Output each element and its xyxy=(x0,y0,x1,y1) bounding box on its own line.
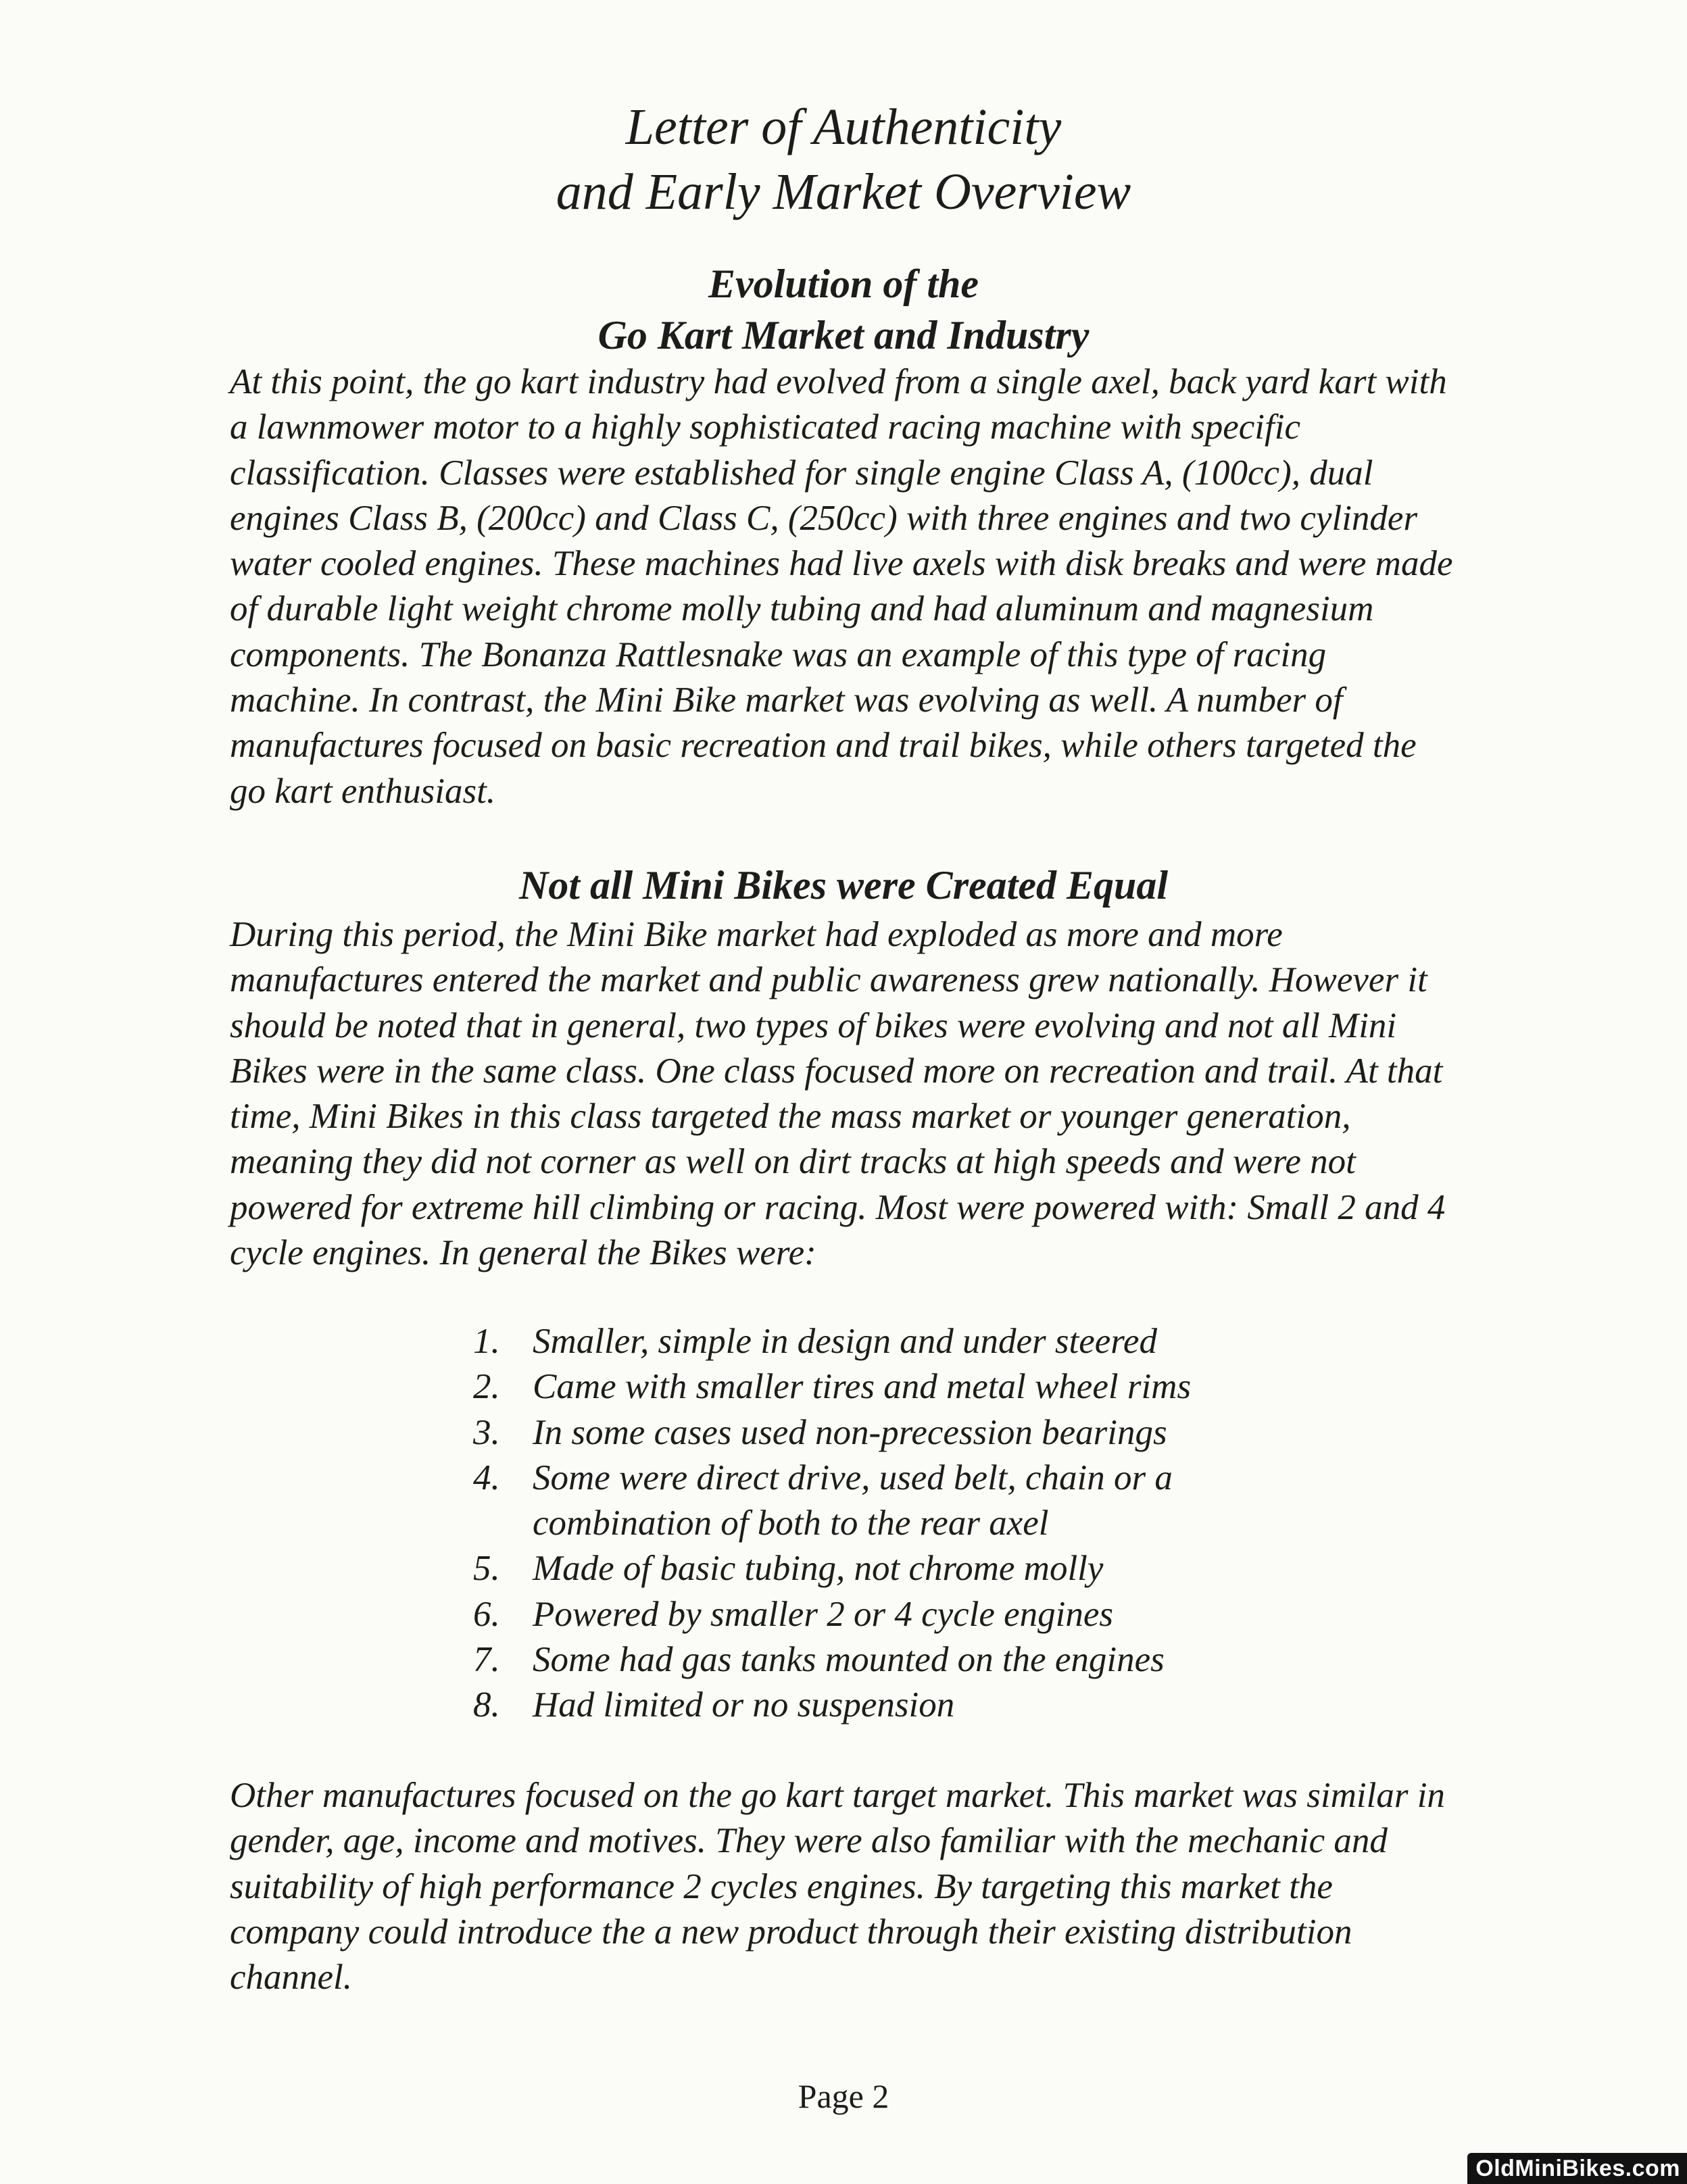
list-item xyxy=(473,1592,1352,1637)
list-item-text: Smaller, simple in design and under steered xyxy=(533,1322,1157,1361)
list-item xyxy=(473,1410,1352,1456)
list-item-number: 2. xyxy=(473,1367,500,1407)
list-item xyxy=(473,1456,1352,1547)
section-heading-not-equal xyxy=(0,860,1687,911)
section-heading-evolution-line-2: Go Kart Market and Industry xyxy=(597,313,1090,357)
evolution-paragraph: At this point, the go kart industry had evolved from a single axel, back yard kart with a lawnmower motor to a highly sophisticated racing machine with specific classification. Classes were established for single engine Class A, (100cc), dual engines Class B, (200cc) and Class C, (250cc) with three engines and two cylinder water cooled engines. These machines had live axels with disk breaks and were made of durable light weight chrome molly tubing and had aluminum and magnesium components. The Bonanza Rattlesnake was an example of this type of racing machine. In contrast, the Mini Bike market was evolving as well. A number of manufactures focused on basic recreation and trail bikes, while others targeted the go kart enthusiast. xyxy=(230,362,1453,811)
list-item-text: Some were direct drive, used belt, chain or a combination of both to the rear axel xyxy=(533,1458,1173,1543)
go-kart-market-paragraph: Other manufactures focused on the go kart target market. This market was similar in gender, age, income and motives. They were also familiar with the mechanic and suitability of high performance 2 cycles engines. By targeting this market the company could introduce the a new product through their existing distribution channel. xyxy=(230,1776,1445,1997)
list-item-number: 8. xyxy=(473,1685,500,1725)
document-title-line-2: and Early Market Overview xyxy=(556,164,1131,220)
list-item-text: Came with smaller tires and metal wheel rims xyxy=(533,1367,1192,1407)
list-item-text: Some had gas tanks mounted on the engines xyxy=(533,1640,1165,1680)
list-item xyxy=(473,1637,1352,1683)
list-item xyxy=(473,1319,1352,1364)
mini-bike-market-paragraph: During this period, the Mini Bike market had exploded as more and more manufactures entered the market and public awareness grew nationally. However it should be noted that in general, two types of bikes were evolving and not all Mini Bikes were in the same class. One class focused more on recreation and trail. At that time, Mini Bikes in this class targeted the mass market or younger generation, meaning they did not corner as well on dirt tracks at high speeds and were not powered for extreme hill climbing or racing. Most were powered with: Small 2 and 4 cycle engines. In general the Bikes were: xyxy=(230,915,1446,1273)
section-heading-evolution xyxy=(0,258,1687,361)
list-item-text: In some cases used non-precession bearings xyxy=(533,1412,1167,1452)
list-item-number: 6. xyxy=(473,1594,500,1634)
list-item-number: 5. xyxy=(473,1549,500,1589)
list-item-number: 3. xyxy=(473,1412,500,1452)
list-item xyxy=(473,1364,1352,1410)
bike-characteristics-list xyxy=(473,1319,1352,1729)
list-item xyxy=(473,1546,1352,1591)
document-title-line-1: Letter of Authenticity xyxy=(625,99,1062,155)
document-title xyxy=(0,95,1687,224)
list-item-text: Had limited or no suspension xyxy=(533,1685,955,1725)
list-item-number: 1. xyxy=(473,1322,500,1361)
site-watermark: OldMiniBikes.com xyxy=(1467,2153,1687,2184)
list-item-text: Made of basic tubing, not chrome molly xyxy=(533,1549,1104,1589)
page-number: Page 2 xyxy=(798,2077,889,2115)
list-item-text: Powered by smaller 2 or 4 cycle engines xyxy=(533,1594,1114,1634)
list-item-number: 7. xyxy=(473,1640,500,1680)
section-heading-evolution-line-1: Evolution of the xyxy=(708,262,979,306)
list-item-number: 4. xyxy=(473,1458,500,1497)
section-heading-not-equal-text: Not all Mini Bikes were Created Equal xyxy=(518,863,1169,908)
list-item xyxy=(473,1683,1352,1728)
